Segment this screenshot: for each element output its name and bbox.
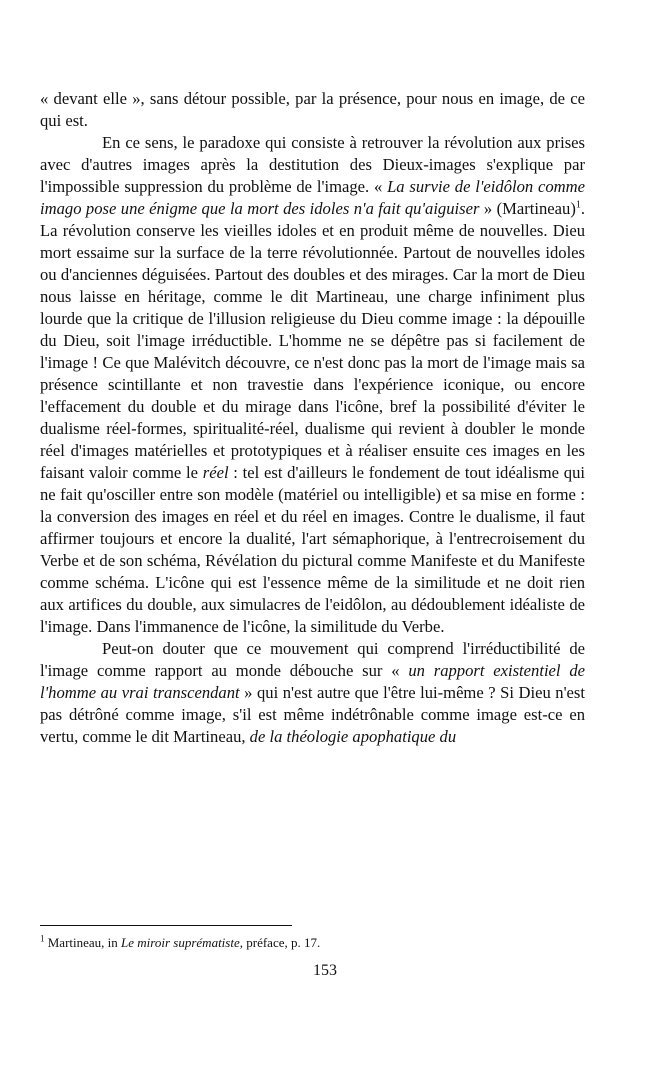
text-segment: » (Martineau)	[479, 199, 576, 218]
paragraph	[40, 88, 585, 132]
footnote-reference: 1	[575, 199, 581, 211]
paragraph	[40, 638, 585, 748]
footnote-marker: 1	[40, 933, 45, 944]
italic-text: réel	[202, 463, 229, 482]
footnote-text-before: Martineau, in	[44, 935, 122, 950]
paragraph	[40, 132, 585, 638]
footnote-title: Le miroir suprématiste	[121, 935, 240, 950]
page-number: 153	[313, 962, 337, 979]
text-segment: Peut-on douter que ce mouvement qui comprend l'irréductibilité de l'image comme rapport au monde débouche sur «	[40, 639, 585, 680]
footnote	[40, 935, 585, 951]
main-text	[40, 88, 585, 748]
text-segment: . La révolution conserve les vieilles idoles et en produit même de nouvelles. Dieu mort essaime sur la surface de la terre révolutionnée. Partout de nouvelles idoles ou d'anciennes déguisées. Partout des doubles et des mirages. Car la mort de Dieu nous laisse en héritage, comme le dit Martineau, une charge infiniment plus lourde que la critique de l'illusion religieuse du Dieu comme image : la dépouille du Dieu, soit l'image irréductible. L'homme ne se dépêtre pas si facilement de l'image ! Ce que Malévitch découvre, ce n'est donc pas la mort de l'image mais sa présence scintillante et non travestie dans l'expérience iconique, ou encore l'effacement du double et du mirage dans l'icône, bref la possibilité d'éviter le dualisme réel-formes, spiritualité-réel, dualisme qui revient à doubler le monde réel d'images matérielles et prototypiques et à réaliser ensuite ces images en les faisant valoir comme le	[40, 199, 586, 482]
body-text	[40, 88, 585, 748]
footnote-divider	[40, 925, 292, 926]
italic-text: La survie de l'eidôlon comme imago pose une énigme que la mort des idoles n'a fait qu'aiguiser	[40, 177, 585, 218]
footnote-text-after: , préface, p. 17.	[239, 935, 321, 950]
text-segment: : tel est d'ailleurs le fondement de tout idéalisme qui ne fait qu'osciller entre son modèle (matériel ou intelligible) et sa mise en forme : la conversion des images en réel et du réel en images. Contre le dualisme, il faut affirmer toujours et encore la dualité, l'art sémaphorique, à l'entrecroisement du Verbe et de son schéma, Révélation du pictural comme Manifeste et du Manifeste comme schéma. L'icône qui est l'essence même de la similitude et ne doit rien aux artifices du double, aux simulacres de l'eidôlon, au dédoublement idéaliste de l'image. Dans l'immanence de l'icône, la similitude du Verbe.	[40, 463, 585, 636]
text-segment: En ce sens, le paradoxe qui consiste à retrouver la révolution aux prises avec d'autres images après la destitution des Dieux-images s'explique par l'impossible suppression du problème de l'image. «	[40, 133, 585, 196]
italic-text: de la théologie apophatique du	[249, 727, 457, 746]
text-segment: « devant elle », sans détour possible, par la présence, pour nous en image, de ce qui est.	[40, 89, 585, 130]
italic-text: un rapport existentiel de l'homme au vrai transcendant	[40, 661, 585, 702]
text-segment: » qui n'est autre que l'être lui-même ? Si Dieu n'est pas détrôné comme image, s'il est même indétrônable comme image est-ce en vertu, comme le dit Martineau,	[40, 683, 585, 746]
